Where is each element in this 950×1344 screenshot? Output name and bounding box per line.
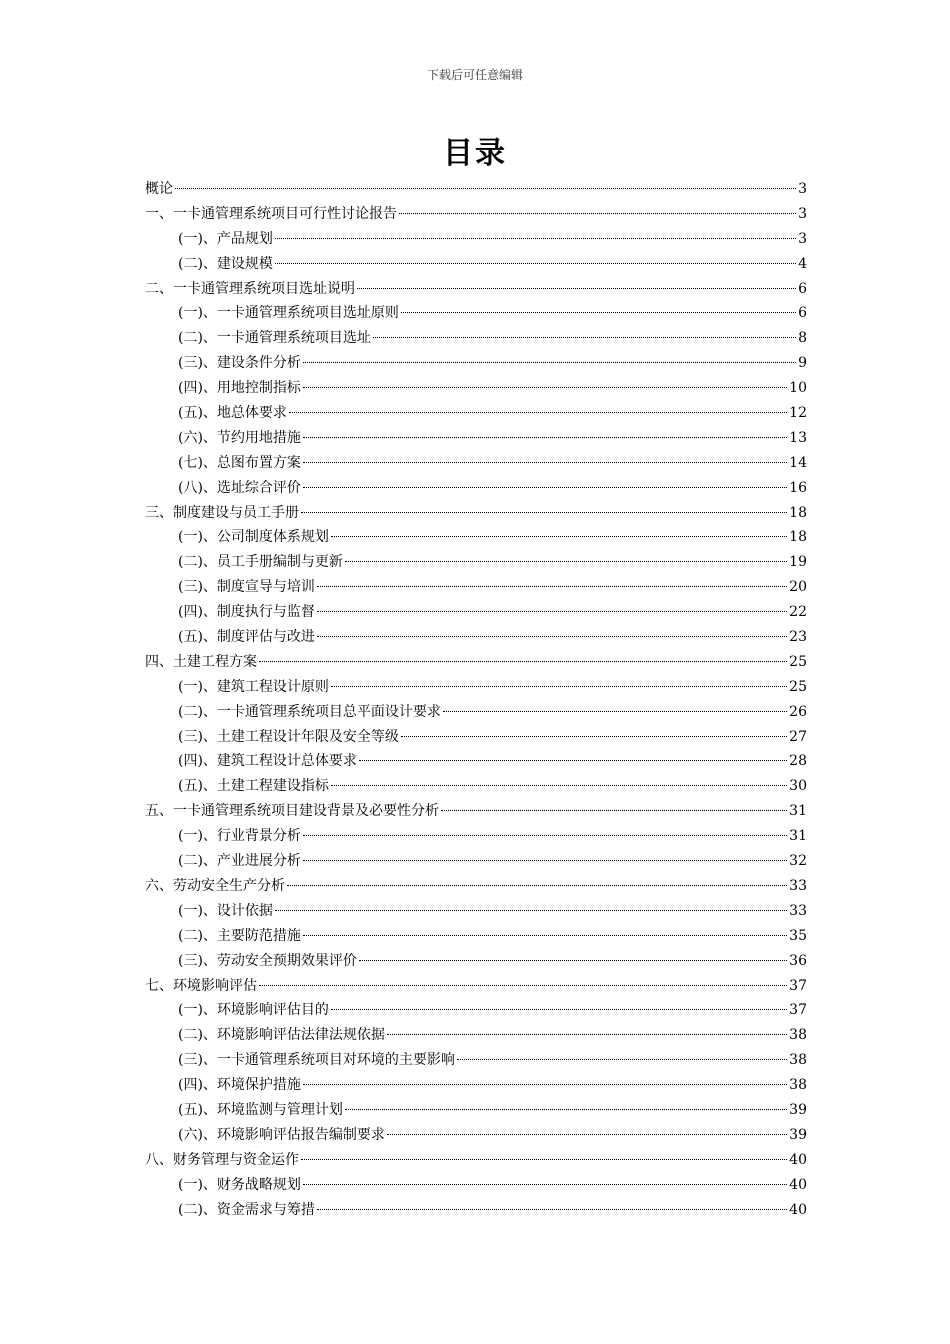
toc-dot-leader [303,462,787,463]
toc-dot-leader [303,860,787,861]
toc-entry-label: (二)、环境影响评估法律法规依据 [178,1027,385,1044]
toc-entry-label: (三)、一卡通管理系统项目对环境的主要影响 [178,1052,455,1069]
toc-entry[interactable] [145,774,807,799]
toc-entry-page-number: 6 [798,280,807,297]
toc-entry-page-number: 40 [789,1151,807,1168]
toc-entry-page-number: 37 [789,977,807,994]
toc-dot-leader [317,611,787,612]
toc-dot-leader [303,387,787,388]
toc-entry[interactable] [145,1148,807,1173]
toc-dot-leader [317,636,787,637]
toc-entry-page-number: 8 [798,330,807,347]
toc-entry-page-number: 33 [789,902,807,919]
toc-dot-leader [331,536,787,537]
toc-entry-page-number: 32 [789,853,807,870]
toc-dot-leader [301,512,787,513]
header-note: 下载后可任意编辑 [426,68,523,82]
toc-entry-page-number: 38 [789,1052,807,1069]
toc-entry[interactable] [145,202,807,227]
toc-entry[interactable] [145,501,807,526]
toc-entry-label: 五、一卡通管理系统项目建设背景及必要性分析 [145,803,439,820]
toc-dot-leader [303,362,796,363]
toc-entry-label: (一)、财务战略规划 [178,1176,301,1193]
toc-entry[interactable] [145,1198,807,1223]
toc-entry-label: (一)、公司制度体系规划 [178,529,329,546]
toc-entry[interactable] [145,949,807,974]
toc-entry-page-number: 26 [789,703,807,720]
toc-entry-label: (七)、总图布置方案 [178,454,301,471]
toc-entry-page-number: 22 [789,604,807,621]
toc-dot-leader [441,810,787,811]
toc-entry-label: (二)、产业进展分析 [178,853,301,870]
toc-entry-page-number: 38 [789,1027,807,1044]
toc-entry[interactable] [145,600,807,625]
toc-entry-label: (四)、建筑工程设计总体要求 [178,753,357,770]
toc-entry-label: (八)、选址综合评价 [178,479,301,496]
toc-dot-leader [275,238,796,239]
toc-dot-leader [275,910,787,911]
toc-entry-page-number: 38 [789,1077,807,1094]
toc-entry-page-number: 13 [789,429,807,446]
toc-dot-leader [259,985,787,986]
toc-entry[interactable] [145,177,807,202]
toc-entry-label: (三)、建设条件分析 [178,355,301,372]
toc-entry-page-number: 28 [789,753,807,770]
toc-entry-page-number: 20 [789,579,807,596]
toc-entry-label: 二、一卡通管理系统项目选址说明 [145,280,355,297]
toc-entry[interactable] [145,351,807,376]
toc-entry-label: (一)、设计依据 [178,902,273,919]
toc-entry-page-number: 25 [789,653,807,670]
toc-entry-label: 一、一卡通管理系统项目可行性讨论报告 [145,205,397,222]
toc-entry-page-number: 31 [789,803,807,820]
toc-entry[interactable] [145,874,807,899]
toc-entry-page-number: 40 [789,1201,807,1218]
toc-entry-page-number: 37 [789,1002,807,1019]
toc-dot-leader [175,188,796,189]
table-of-contents [145,177,807,1222]
toc-entry[interactable] [145,227,807,252]
toc-entry[interactable] [145,1123,807,1148]
toc-dot-leader [301,1159,787,1160]
toc-entry-label: 七、环境影响评估 [145,977,257,994]
toc-dot-leader [345,561,787,562]
toc-entry[interactable] [145,650,807,675]
toc-entry-label: (六)、环境影响评估报告编制要求 [178,1126,385,1143]
toc-dot-leader [303,1084,787,1085]
toc-entry-page-number: 30 [789,778,807,795]
toc-entry-label: (六)、节约用地措施 [178,429,301,446]
toc-entry[interactable] [145,525,807,550]
toc-entry-label: (二)、资金需求与筹措 [178,1201,315,1218]
toc-entry[interactable] [145,277,807,302]
toc-entry[interactable] [145,799,807,824]
toc-entry-label: (五)、环境监测与管理计划 [178,1101,343,1118]
toc-dot-leader [387,1034,787,1035]
toc-entry-label: 三、制度建设与员工手册 [145,504,299,521]
toc-entry[interactable] [145,550,807,575]
toc-entry-page-number: 23 [789,629,807,646]
toc-entry-label: 四、土建工程方案 [145,653,257,670]
toc-entry-label: (四)、环境保护措施 [178,1077,301,1094]
toc-entry[interactable] [145,1073,807,1098]
toc-entry-page-number: 3 [798,205,807,222]
toc-entry[interactable] [145,401,807,426]
toc-entry[interactable] [145,625,807,650]
toc-entry-label: (二)、建设规模 [178,255,273,272]
toc-entry-label: (二)、一卡通管理系统项目总平面设计要求 [178,703,441,720]
toc-title: 目录 [443,136,507,171]
toc-entry[interactable] [145,301,807,326]
toc-entry[interactable] [145,675,807,700]
toc-entry-label: (一)、行业背景分析 [178,828,301,845]
toc-entry[interactable] [145,476,807,501]
toc-entry-label: (二)、一卡通管理系统项目选址 [178,330,371,347]
toc-entry[interactable] [145,426,807,451]
toc-entry-label: (一)、产品规划 [178,230,273,247]
toc-dot-leader [401,736,787,737]
toc-dot-leader [443,711,787,712]
toc-dot-leader [359,960,787,961]
toc-entry-page-number: 10 [789,380,807,397]
toc-dot-leader [345,1109,787,1110]
toc-entry-page-number: 39 [789,1101,807,1118]
toc-entry-label: (二)、员工手册编制与更新 [178,554,343,571]
toc-entry-page-number: 25 [789,678,807,695]
toc-entry-label: (一)、建筑工程设计原则 [178,678,329,695]
toc-entry-label: (四)、制度执行与监督 [178,604,315,621]
toc-entry-page-number: 6 [798,305,807,322]
toc-dot-leader [303,437,787,438]
toc-entry[interactable] [145,725,807,750]
toc-dot-leader [259,661,787,662]
toc-entry-page-number: 33 [789,877,807,894]
toc-entry[interactable] [145,1023,807,1048]
toc-entry-page-number: 40 [789,1176,807,1193]
toc-entry-page-number: 27 [789,728,807,745]
toc-entry-label: 概论 [145,181,173,197]
toc-dot-leader [275,263,796,264]
toc-dot-leader [331,1009,787,1010]
toc-entry-label: (三)、劳动安全预期效果评价 [178,952,357,969]
toc-entry-label: 八、财务管理与资金运作 [145,1151,299,1168]
toc-entry-page-number: 19 [789,554,807,571]
toc-dot-leader [457,1059,787,1060]
toc-entry[interactable] [145,1098,807,1123]
toc-entry[interactable] [145,824,807,849]
toc-entry-page-number: 18 [789,529,807,546]
toc-dot-leader [399,213,796,214]
toc-entry-page-number: 35 [789,927,807,944]
toc-entry[interactable] [145,899,807,924]
toc-entry[interactable] [145,700,807,725]
toc-entry-page-number: 4 [798,255,807,272]
toc-dot-leader [289,412,787,413]
toc-dot-leader [317,586,787,587]
toc-dot-leader [387,1134,787,1135]
toc-entry-label: (四)、用地控制指标 [178,380,301,397]
toc-entry-page-number: 18 [789,504,807,521]
toc-entry-label: 六、劳动安全生产分析 [145,877,285,894]
toc-dot-leader [303,487,787,488]
toc-entry[interactable] [145,974,807,999]
toc-entry[interactable] [145,326,807,351]
toc-entry-label: (一)、一卡通管理系统项目选址原则 [178,305,399,322]
toc-entry[interactable] [145,998,807,1023]
toc-entry-label: (三)、制度宣导与培训 [178,579,315,596]
toc-entry[interactable] [145,1048,807,1073]
toc-dot-leader [373,337,796,338]
toc-entry-page-number: 12 [789,405,807,422]
toc-dot-leader [303,935,787,936]
toc-entry[interactable] [145,376,807,401]
toc-entry-label: (五)、土建工程建设指标 [178,778,329,795]
toc-dot-leader [359,760,787,761]
toc-entry-page-number: 31 [789,828,807,845]
toc-entry[interactable] [145,749,807,774]
toc-entry-label: (五)、地总体要求 [178,405,287,422]
toc-entry-label: (二)、主要防范措施 [178,927,301,944]
toc-entry[interactable] [145,252,807,277]
toc-entry-label: (五)、制度评估与改进 [178,629,315,646]
toc-entry-label: (三)、土建工程设计年限及安全等级 [178,728,399,745]
toc-entry-label: (一)、环境影响评估目的 [178,1002,329,1019]
toc-entry-page-number: 3 [798,181,807,197]
toc-entry[interactable] [145,849,807,874]
toc-dot-leader [331,686,787,687]
toc-dot-leader [401,312,796,313]
toc-entry-page-number: 3 [798,230,807,247]
toc-entry-page-number: 36 [789,952,807,969]
toc-dot-leader [303,835,787,836]
toc-entry[interactable] [145,1173,807,1198]
toc-entry[interactable] [145,451,807,476]
toc-entry-page-number: 14 [789,454,807,471]
toc-entry-page-number: 39 [789,1126,807,1143]
toc-entry[interactable] [145,575,807,600]
toc-dot-leader [317,1209,787,1210]
toc-dot-leader [287,885,787,886]
toc-entry[interactable] [145,924,807,949]
toc-entry-page-number: 9 [798,355,807,372]
toc-dot-leader [331,785,787,786]
toc-entry-page-number: 16 [789,479,807,496]
toc-dot-leader [303,1184,787,1185]
toc-dot-leader [357,288,796,289]
